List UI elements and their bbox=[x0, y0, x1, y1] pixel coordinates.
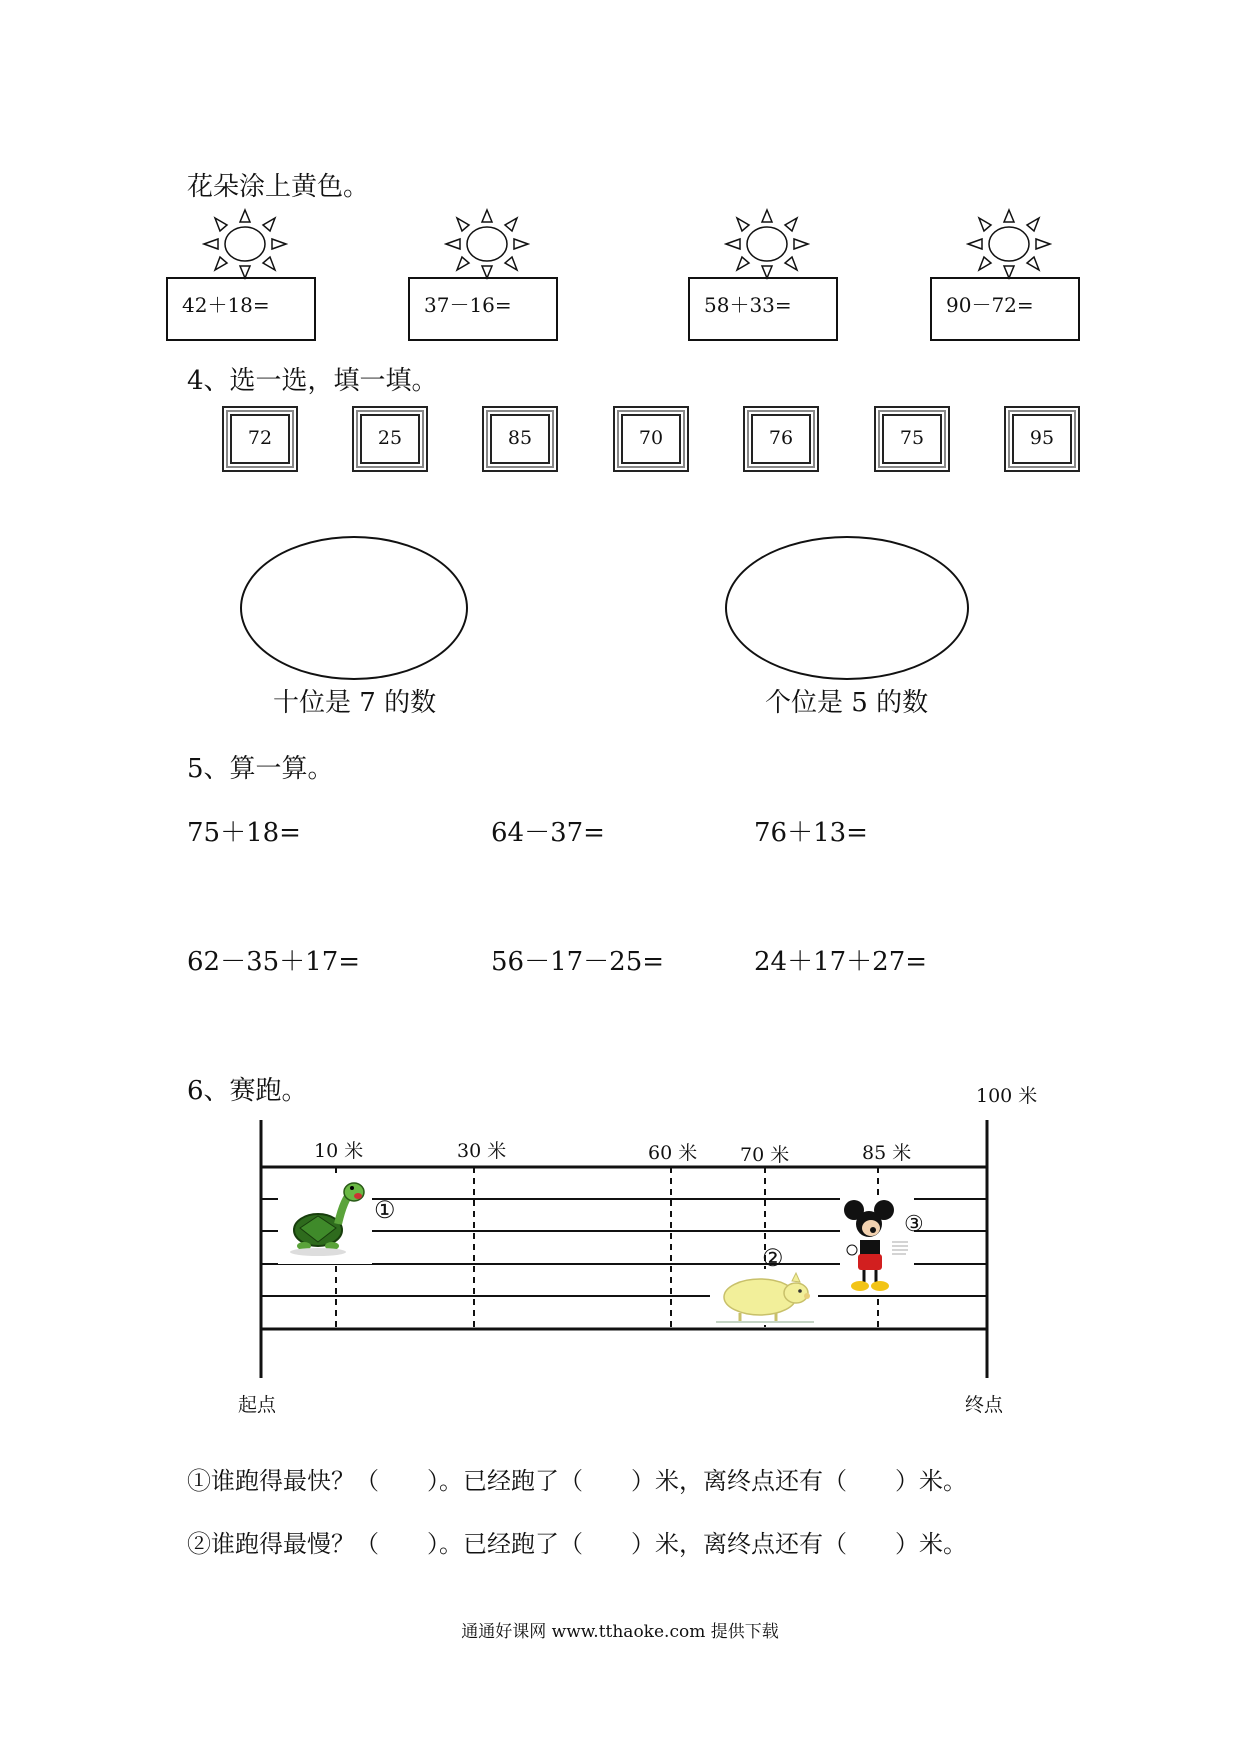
pig-icon bbox=[710, 1269, 818, 1325]
question-1: ①谁跑得最快？（ ）。已经跑了（ ）米，离终点还有（ ）米。 bbox=[187, 1467, 967, 1495]
mickey-mouse-icon bbox=[840, 1198, 914, 1294]
runner-marker-2: ② bbox=[762, 1244, 784, 1272]
section6-heading: 6、赛跑。 bbox=[187, 1076, 308, 1106]
number-card-value: 75 bbox=[899, 427, 925, 449]
ellipse-right-label: 个位是 5 的数 bbox=[765, 688, 929, 718]
footer-text: 通通好课网 www.tthaoke.com 提供下载 bbox=[461, 1622, 779, 1642]
section5-heading: 5、算一算。 bbox=[187, 754, 334, 784]
number-card-value: 25 bbox=[377, 427, 403, 449]
calc-item: 76＋13= bbox=[754, 818, 868, 848]
turtle-icon bbox=[278, 1178, 372, 1264]
runner-marker-3: ③ bbox=[904, 1212, 924, 1237]
ellipse-left-label: 十位是 7 的数 bbox=[273, 688, 437, 718]
equation-text: 58＋33= bbox=[704, 293, 792, 317]
calc-item: 62－35＋17= bbox=[187, 947, 361, 977]
end-label: 终点 bbox=[965, 1394, 1004, 1416]
start-label: 起点 bbox=[238, 1394, 277, 1416]
distance-mark-label: 85 米 bbox=[862, 1142, 912, 1164]
distance-mark-label: 60 米 bbox=[648, 1142, 698, 1164]
calc-item: 75＋18= bbox=[187, 818, 301, 848]
number-card-value: 70 bbox=[638, 427, 664, 449]
number-card-value: 95 bbox=[1029, 427, 1055, 449]
number-card-value: 72 bbox=[247, 427, 273, 449]
calc-item: 64－37= bbox=[491, 818, 605, 848]
calc-item: 24＋17＋27= bbox=[754, 947, 928, 977]
equation-text: 42＋18= bbox=[182, 293, 270, 317]
equation-text: 37－16= bbox=[424, 293, 512, 317]
finish-distance-label: 100 米 bbox=[976, 1085, 1038, 1107]
runner-marker-1: ① bbox=[374, 1196, 396, 1224]
section3-heading-tail: 花朵涂上黄色。 bbox=[187, 172, 370, 202]
section4-heading: 4、选一选，填一填。 bbox=[187, 366, 438, 396]
distance-mark-label: 70 米 bbox=[740, 1144, 790, 1166]
distance-mark-label: 30 米 bbox=[457, 1140, 507, 1162]
distance-mark-label: 10 米 bbox=[314, 1140, 364, 1162]
calc-item: 56－17－25= bbox=[491, 947, 665, 977]
number-card-value: 76 bbox=[768, 427, 794, 449]
equation-text: 90－72= bbox=[946, 293, 1034, 317]
number-card-value: 85 bbox=[507, 427, 533, 449]
question-2: ②谁跑得最慢？（ ）。已经跑了（ ）米，离终点还有（ ）米。 bbox=[187, 1530, 967, 1558]
